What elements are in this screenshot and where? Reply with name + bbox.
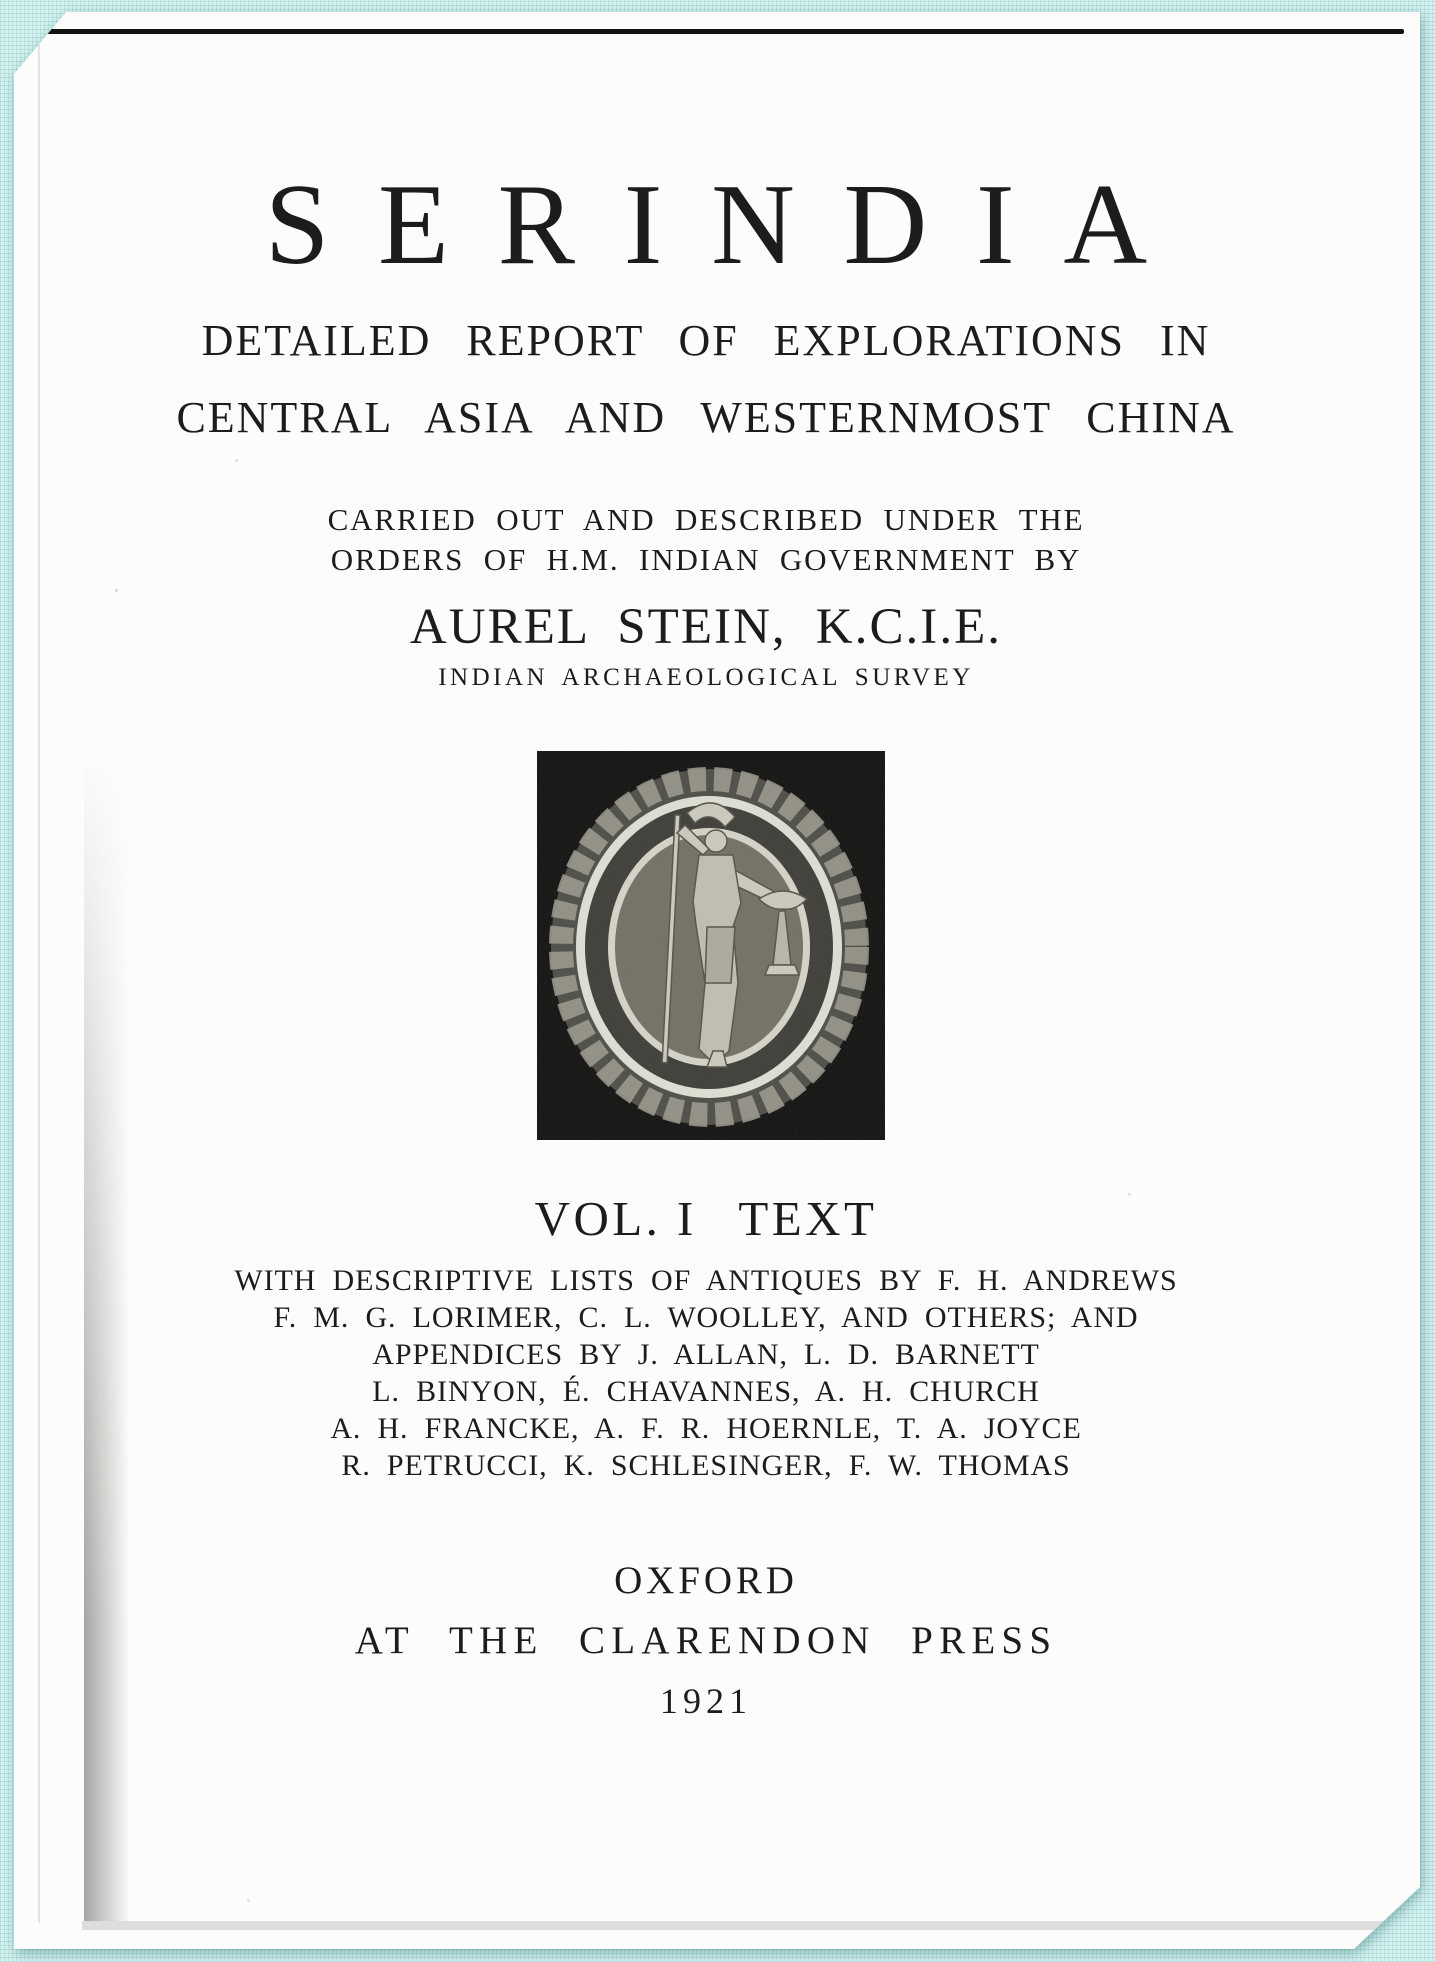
volume-label: VOL. I — [534, 1191, 697, 1246]
scan-top-edge-line — [40, 29, 1404, 34]
imprint-city: OXFORD — [614, 1559, 798, 1602]
contributors-line: APPENDICES BY J. ALLAN, L. D. BARNETT — [372, 1338, 1040, 1371]
contributors-line: WITH DESCRIPTIVE LISTS OF ANTIQUES BY F. H. ANDREWS — [234, 1264, 1178, 1297]
author-name: AUREL STEIN, K.C.I.E. — [409, 599, 1003, 655]
commission-line-2: ORDERS OF H.M. INDIAN GOVERNMENT BY — [330, 542, 1082, 577]
book-title: SERINDIA — [264, 161, 1196, 289]
imprint-press: AT THE CLARENDON PRESS — [354, 1619, 1058, 1662]
contributors-line: A. H. FRANCKE, A. F. R. HOERNLE, T. A. JOYCE — [330, 1412, 1082, 1445]
subtitle-line-2: CENTRAL ASIA AND WESTERNMOST CHINA — [176, 393, 1236, 442]
imprint-year: 1921 — [659, 1681, 753, 1721]
scan-bottom-edge — [82, 1921, 1386, 1930]
contributors-line: R. PETRUCCI, K. SCHLESINGER, F. W. THOMAS — [341, 1449, 1071, 1482]
contributors-line: F. M. G. LORIMER, C. L. WOOLLEY, AND OTHERS; AND — [273, 1301, 1139, 1334]
contributors-line: L. BINYON, É. CHAVANNES, A. H. CHURCH — [372, 1375, 1040, 1408]
athena-intaglio-seal-icon — [537, 751, 885, 1140]
subtitle-line-1: DETAILED REPORT OF EXPLORATIONS IN — [201, 316, 1211, 365]
volume-part: TEXT — [738, 1191, 878, 1246]
dust-specks — [115, 589, 118, 592]
commission-line-1: CARRIED OUT AND DESCRIBED UNDER THE — [327, 502, 1085, 537]
contributors-block — [0, 1262, 1412, 1484]
volume-line — [0, 1191, 1412, 1246]
author-affiliation: INDIAN ARCHAEOLOGICAL SURVEY — [438, 664, 974, 691]
athena-seal-image — [537, 751, 885, 1140]
